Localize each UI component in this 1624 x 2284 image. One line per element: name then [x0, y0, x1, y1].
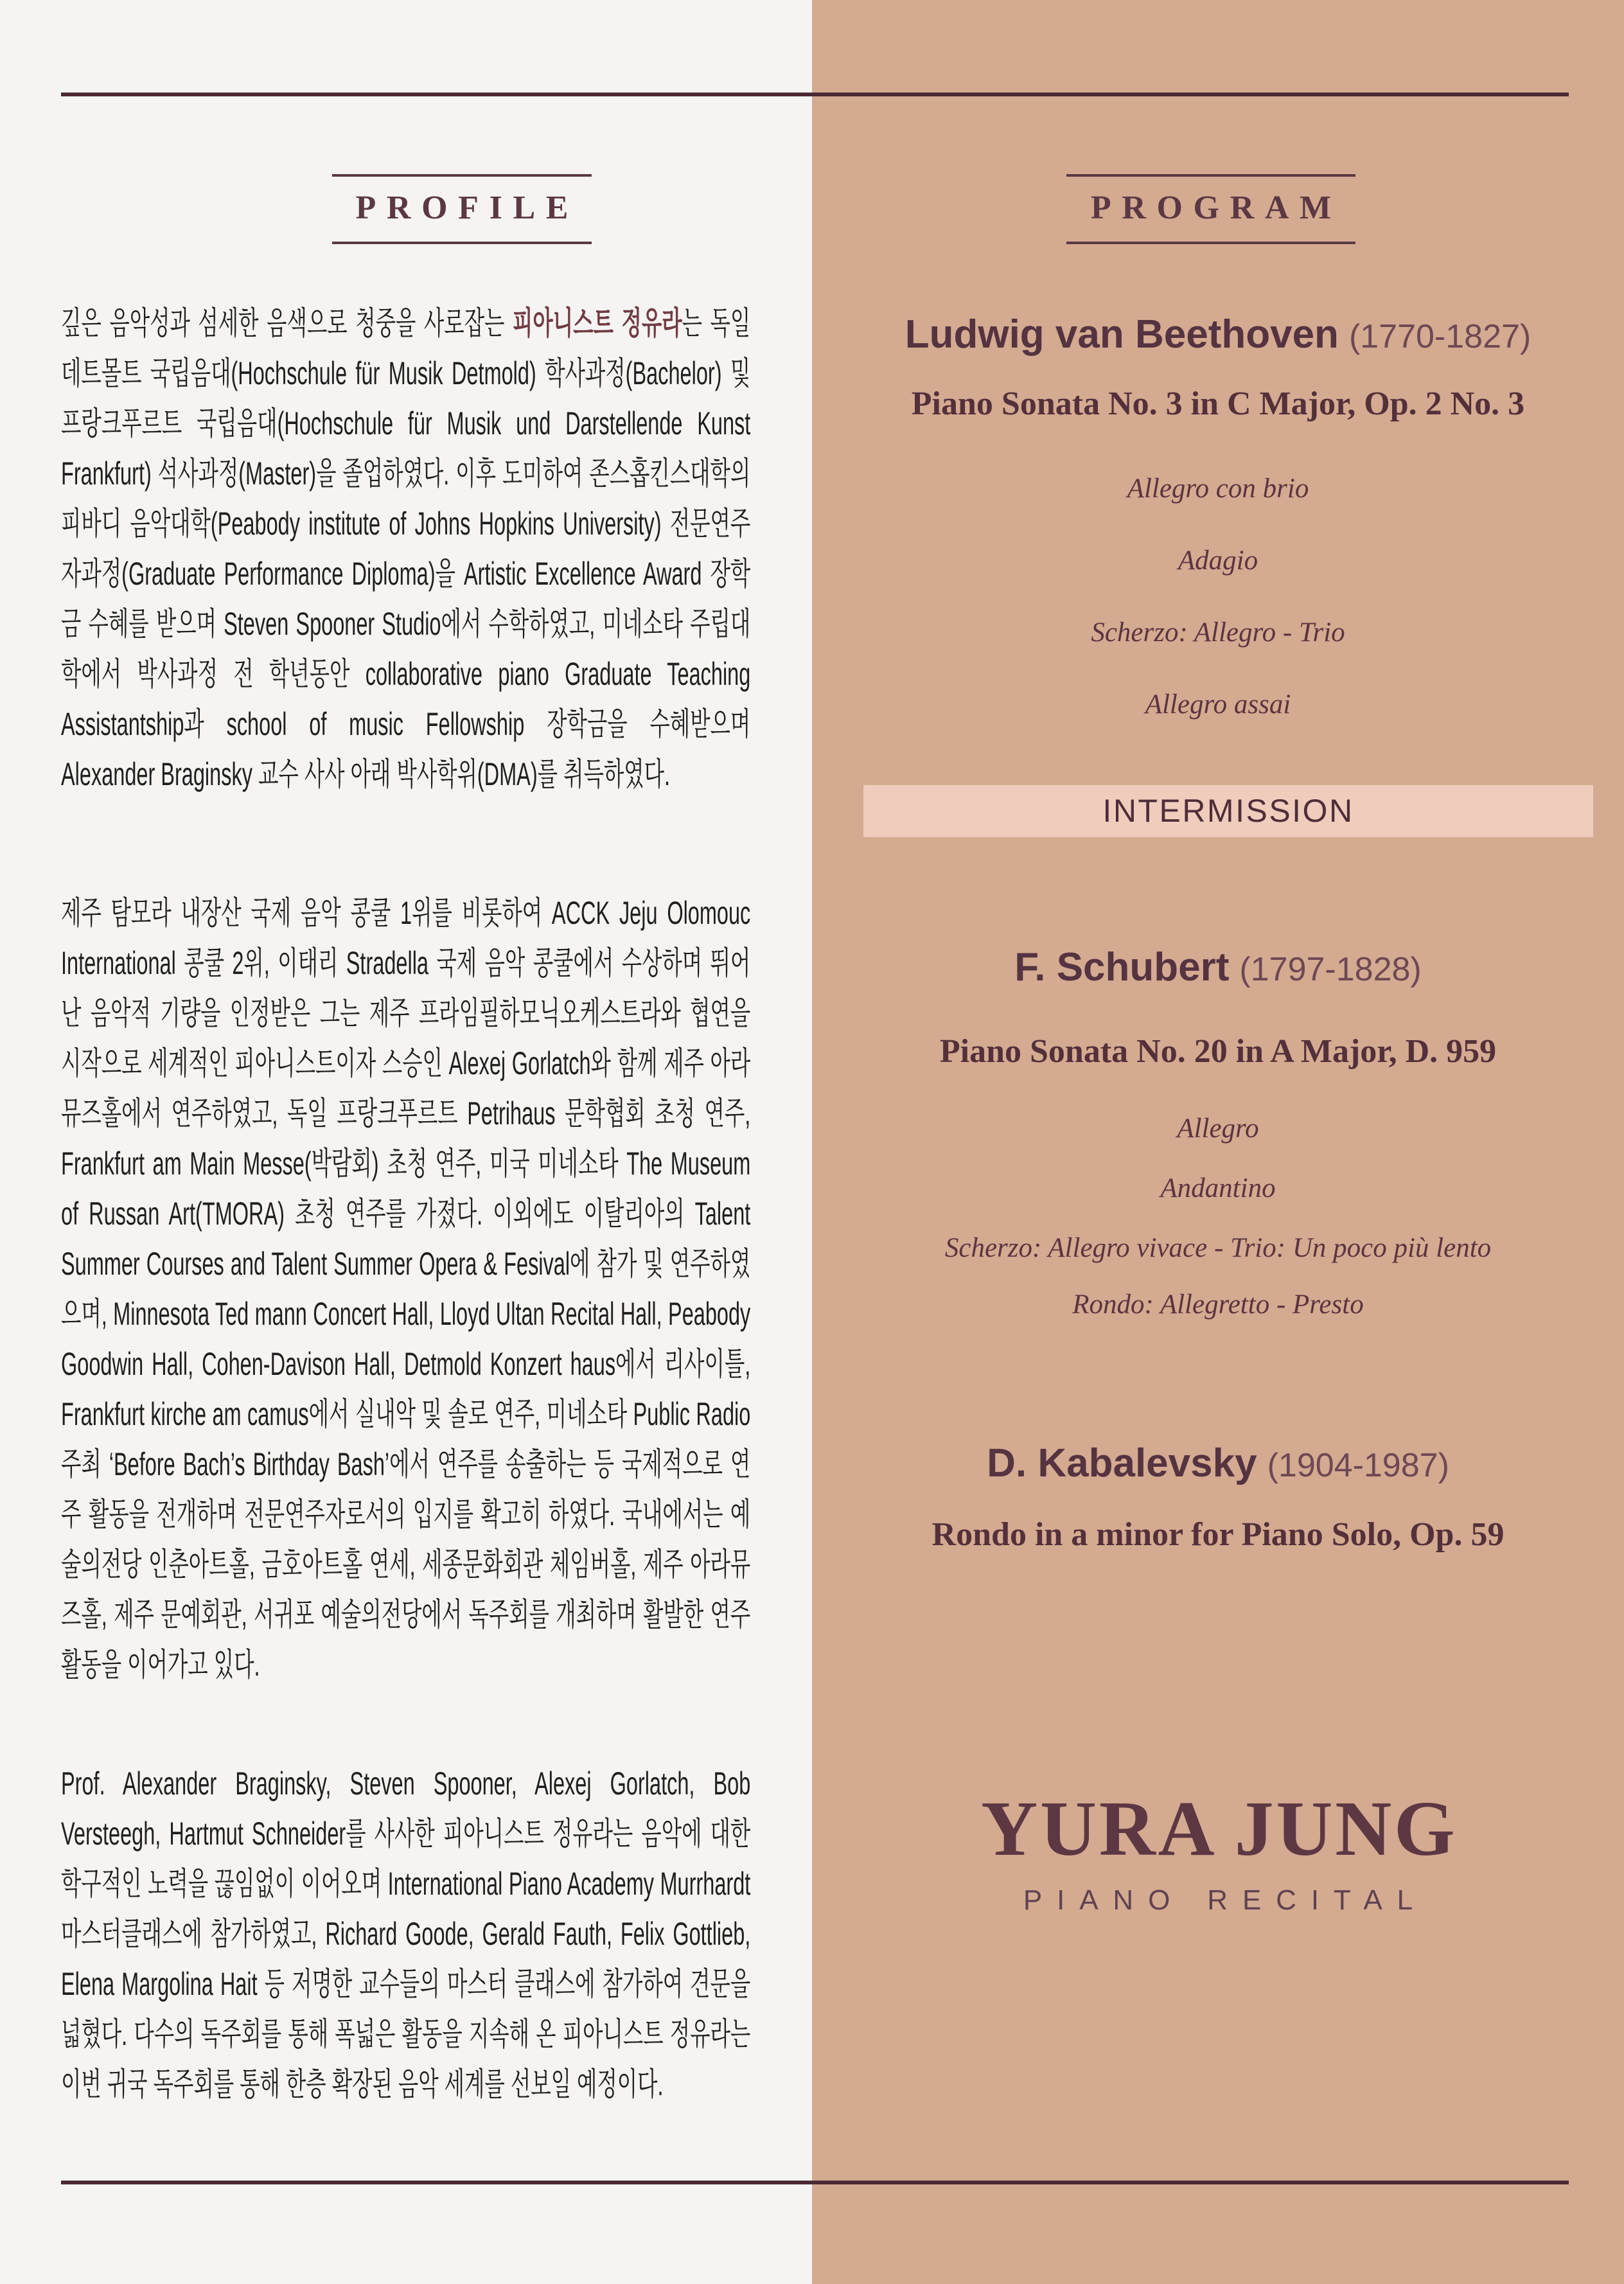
piece-kabalevsky-rondo: Rondo in a minor for Piano Solo, Op. 59 — [931, 1516, 1505, 1553]
pianist-name-highlight: 피아니스트 정유라 — [512, 305, 682, 341]
beethoven-movement-1: Allegro con brio — [1127, 474, 1309, 504]
piece-schubert-sonata: Piano Sonata No. 20 in A Major, D. 959 — [939, 1033, 1497, 1070]
bottom-border-rule — [61, 2181, 1569, 2184]
performer-name: YURA JUNG — [981, 1785, 1458, 1872]
schubert-movement-3: Scherzo: Allegro vivace - Trio: Un poco più lento — [944, 1233, 1492, 1263]
composer-schubert-name: F. Schubert — [1014, 945, 1230, 989]
profile-paragraph-3: Prof. Alexander Braginsky, Steven Spooner, Alexej Gorlatch, Bob Versteegh, Hartmut Schneider를 사사한 피아니스트 정유라는 음악에 대한 학구적인 노력을 끊임없이 이어오며 International Piano Academy Murrhardt 마스터클래스에 참가하였고, Richard Goode, Gerald Fauth, Felix Gottlieb, Elena Margolina Hait 등 저명한 교수들의 마스터 클래스에 참가하여 견문을 넓혔다. 다수의 독주회를 통해 폭넓은 활동을 지속해 온 피아니스트 정유라는 이번 귀국 독주회를 통해 한층 확장된 음악 세계를 선보일 예정이다. — [61, 1766, 751, 2102]
composer-schubert-dates: (1797-1828) — [1239, 951, 1422, 988]
beethoven-movement-2: Adagio — [1178, 545, 1258, 576]
recital-subtitle: PIANO RECITAL — [1023, 1884, 1427, 1916]
profile-paragraph-1-after: 는 독일 데트몰트 국립음대(Hochschule für Musik Detmold) 학사과정(Bachelor) 및 프랑크푸르트 국립음대(Hochschule für Musik und Darstellende Kunst Frankfurt) 석사과정(Master)을 졸업하였다. 이후 도미하여 존스홉킨스대학의 피바디 음악대학(Peabody institute of Johns Hopkins University) 전문연주자과정(Graduate Performance Diploma)을 Artistic Excellence Award 장학금 수혜를 받으며 Steven Spooner Studio에서 수학하였고, 미네소타 주립대학에서 박사과정 전 학년동안 collaborative piano Graduate Teaching Assistantship과 school of music Fellowship 장학금을 수혜받으며 Alexander Braginsky 교수 사사 아래 박사학위(DMA)를 취득하였다. — [61, 305, 751, 792]
composer-schubert — [812, 946, 1624, 989]
beethoven-movement-3: Scherzo: Allegro - Trio — [1091, 617, 1345, 648]
intermission-band — [863, 785, 1593, 837]
profile-heading: PROFILE — [332, 174, 592, 244]
profile-paragraph-1 — [61, 298, 750, 799]
top-border-rule — [61, 93, 1569, 96]
program-heading: PROGRAM — [1066, 174, 1355, 244]
composer-kabalevsky — [812, 1442, 1624, 1485]
composer-kabalevsky-dates: (1904-1987) — [1267, 1447, 1449, 1484]
intermission-label: INTERMISSION — [1102, 793, 1354, 829]
profile-paragraph-2: 제주 탐모라 내장산 국제 음악 콩쿨 1위를 비롯하여 ACCK Jeju Olomouc International 콩쿨 2위, 이태리 Stradella 국제 음악 콩쿨에서 수상하며 뛰어난 음악적 기량을 인정받은 그는 제주 프라임필하모닉오케스트라와 협연을 시작으로 세계적인 피아니스트이자 스승인 Alexej Gorlatch와 함께 제주 아라뮤즈홀에서 연주하였고, 독일 프랑크푸르트 Petrihaus 문학협회 초청 연주, Frankfurt am Main Messe(박람회) 초청 연주, 미국 미네소타 The Museum of Russan Art(TMORA) 초청 연주를 가졌다. 이외에도 이탈리아의 Talent Summer Courses and Talent Summer Opera & Fesival에 참가 및 연주하였으며, Minnesota Ted mann Concert Hall, Lloyd Ultan Recital Hall, Peabody Goodwin Hall, Cohen-Davison Hall, Detmold Konzert haus에서 리사이틀, Frankfurt kirche am camus에서 실내악 및 솔로 연주, 미네소타 Public Radio 주최 ‘Before Bach’s Birthday Bash’에서 연주를 송출하는 등 국제적으로 연주 활동을 전개하며 전문연주자로서의 입지를 확고히 하였다. 국내에서는 예술의전당 인춘아트홀, 금호아트홀 연세, 세종문화회관 체임버홀, 제주 아라뮤즈홀, 제주 문예회관, 서귀포 예술의전당에서 독주회를 개최하며 활발한 연주활동을 이어가고 있다. — [61, 895, 751, 1683]
composer-beethoven-name: Ludwig van Beethoven — [905, 312, 1339, 357]
schubert-movement-1: Allegro — [1177, 1113, 1259, 1144]
composer-beethoven — [812, 313, 1624, 357]
piece-beethoven-sonata: Piano Sonata No. 3 in C Major, Op. 2 No. 3 — [911, 385, 1525, 422]
schubert-movement-4: Rondo: Allegretto - Presto — [1072, 1289, 1364, 1320]
beethoven-movement-4: Allegro assai — [1145, 689, 1291, 720]
schubert-movement-2: Andantino — [1160, 1173, 1276, 1203]
composer-kabalevsky-name: D. Kabalevsky — [987, 1441, 1257, 1485]
composer-beethoven-dates: (1770-1827) — [1348, 318, 1531, 355]
profile-paragraph-1-before: 깊은 음악성과 섬세한 음색으로 청중을 사로잡는 — [61, 305, 513, 341]
